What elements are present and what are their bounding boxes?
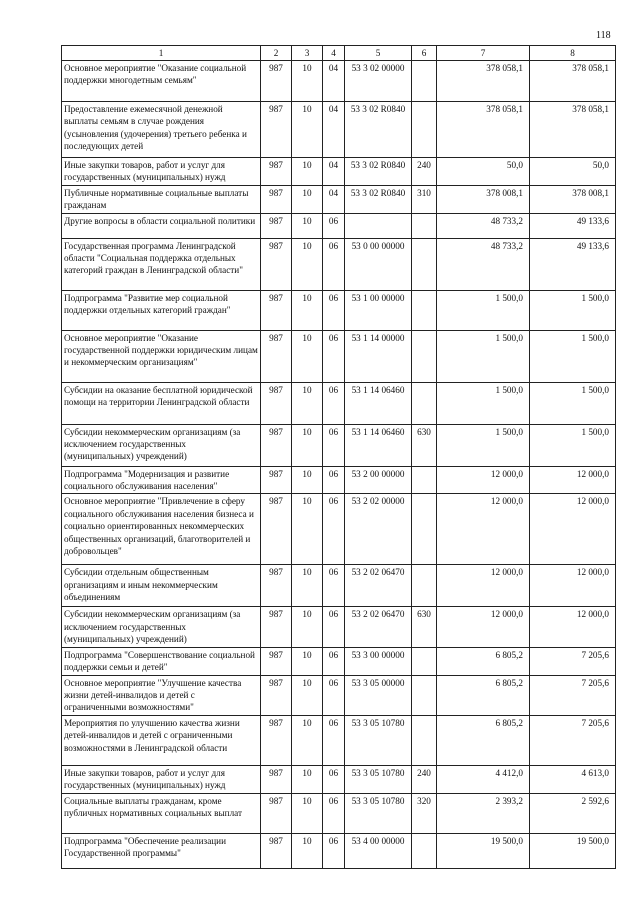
code-cell: 987 bbox=[261, 565, 292, 607]
description-cell: Субсидии на оказание бесплатной юридической помощи на территории Ленинградской области bbox=[62, 382, 261, 424]
expense-type-cell: 240 bbox=[412, 158, 437, 186]
table-row bbox=[62, 158, 616, 186]
code-cell: 987 bbox=[261, 382, 292, 424]
column-header: 8 bbox=[530, 46, 616, 61]
section-cell: 10 bbox=[292, 382, 323, 424]
table-row bbox=[62, 466, 616, 494]
section-cell: 10 bbox=[292, 494, 323, 565]
subsection-cell: 06 bbox=[323, 715, 345, 765]
amount-year2-cell: 49 133,6 bbox=[530, 238, 616, 290]
table-row bbox=[62, 213, 616, 238]
table-row bbox=[62, 102, 616, 158]
amount-year2-cell: 7 205,6 bbox=[530, 715, 616, 765]
expense-type-cell: 630 bbox=[412, 424, 437, 466]
subsection-cell: 06 bbox=[323, 330, 345, 382]
section-cell: 10 bbox=[292, 647, 323, 675]
amount-year1-cell: 48 733,2 bbox=[437, 213, 530, 238]
target-article-cell: 53 2 02 06470 bbox=[345, 565, 412, 607]
target-article-cell: 53 2 02 00000 bbox=[345, 494, 412, 565]
description-cell: Субсидии отдельным общественным организациям и иным некоммерческим объединениям bbox=[62, 565, 261, 607]
amount-year2-cell: 12 000,0 bbox=[530, 494, 616, 565]
description-cell: Социальные выплаты гражданам, кроме публичных нормативных социальных выплат bbox=[62, 793, 261, 833]
section-cell: 10 bbox=[292, 607, 323, 647]
column-header: 4 bbox=[323, 46, 345, 61]
section-cell: 10 bbox=[292, 565, 323, 607]
column-header: 5 bbox=[345, 46, 412, 61]
description-cell: Основное мероприятие "Привлечение в сферу социального обслуживания населения бизнеса и социально ориентированных некоммерческих общественных организаций, благотворителей и добровольцев" bbox=[62, 494, 261, 565]
code-cell: 987 bbox=[261, 647, 292, 675]
target-article-cell: 53 3 02 R0840 bbox=[345, 185, 412, 213]
table-row bbox=[62, 647, 616, 675]
code-cell: 987 bbox=[261, 290, 292, 330]
amount-year1-cell: 378 058,1 bbox=[437, 61, 530, 102]
section-cell: 10 bbox=[292, 330, 323, 382]
target-article-cell: 53 3 05 00000 bbox=[345, 675, 412, 715]
target-article-cell: 53 4 00 00000 bbox=[345, 833, 412, 868]
subsection-cell: 06 bbox=[323, 238, 345, 290]
amount-year2-cell: 378 008,1 bbox=[530, 185, 616, 213]
section-cell: 10 bbox=[292, 238, 323, 290]
amount-year2-cell: 12 000,0 bbox=[530, 466, 616, 494]
subsection-cell: 06 bbox=[323, 290, 345, 330]
description-cell: Публичные нормативные социальные выплаты гражданам bbox=[62, 185, 261, 213]
description-cell: Другие вопросы в области социальной политики bbox=[62, 213, 261, 238]
budget-table bbox=[61, 45, 616, 869]
table-row bbox=[62, 833, 616, 868]
table-row bbox=[62, 238, 616, 290]
section-cell: 10 bbox=[292, 185, 323, 213]
subsection-cell: 06 bbox=[323, 466, 345, 494]
section-cell: 10 bbox=[292, 102, 323, 158]
amount-year1-cell: 1 500,0 bbox=[437, 424, 530, 466]
section-cell: 10 bbox=[292, 61, 323, 102]
table-row bbox=[62, 793, 616, 833]
expense-type-cell bbox=[412, 466, 437, 494]
expense-type-cell: 240 bbox=[412, 765, 437, 793]
subsection-cell: 06 bbox=[323, 675, 345, 715]
amount-year2-cell: 7 205,6 bbox=[530, 647, 616, 675]
section-cell: 10 bbox=[292, 424, 323, 466]
section-cell: 10 bbox=[292, 675, 323, 715]
target-article-cell: 53 1 14 06460 bbox=[345, 424, 412, 466]
section-cell: 10 bbox=[292, 833, 323, 868]
amount-year1-cell: 4 412,0 bbox=[437, 765, 530, 793]
expense-type-cell bbox=[412, 330, 437, 382]
expense-type-cell bbox=[412, 102, 437, 158]
description-cell: Предоставление ежемесячной денежной выплаты семьям в случае рождения (усыновления (удочерения) третьего ребенка и последующих детей bbox=[62, 102, 261, 158]
amount-year1-cell: 6 805,2 bbox=[437, 647, 530, 675]
target-article-cell: 53 1 14 06460 bbox=[345, 382, 412, 424]
amount-year1-cell: 19 500,0 bbox=[437, 833, 530, 868]
table-row bbox=[62, 494, 616, 565]
amount-year1-cell: 2 393,2 bbox=[437, 793, 530, 833]
subsection-cell: 04 bbox=[323, 185, 345, 213]
code-cell: 987 bbox=[261, 330, 292, 382]
subsection-cell: 06 bbox=[323, 833, 345, 868]
target-article-cell bbox=[345, 213, 412, 238]
description-cell: Иные закупки товаров, работ и услуг для государственных (муниципальных) нужд bbox=[62, 765, 261, 793]
expense-type-cell: 630 bbox=[412, 607, 437, 647]
subsection-cell: 06 bbox=[323, 213, 345, 238]
column-header: 1 bbox=[62, 46, 261, 61]
amount-year2-cell: 1 500,0 bbox=[530, 290, 616, 330]
expense-type-cell bbox=[412, 715, 437, 765]
description-cell: Мероприятия по улучшению качества жизни детей-инвалидов и детей с ограниченными возможностями в Ленинградской области bbox=[62, 715, 261, 765]
description-cell: Подпрограмма "Обеспечение реализации Государственной программы" bbox=[62, 833, 261, 868]
amount-year1-cell: 1 500,0 bbox=[437, 330, 530, 382]
amount-year1-cell: 378 008,1 bbox=[437, 185, 530, 213]
section-cell: 10 bbox=[292, 290, 323, 330]
section-cell: 10 bbox=[292, 213, 323, 238]
expense-type-cell bbox=[412, 494, 437, 565]
section-cell: 10 bbox=[292, 765, 323, 793]
amount-year1-cell: 378 058,1 bbox=[437, 102, 530, 158]
subsection-cell: 04 bbox=[323, 61, 345, 102]
subsection-cell: 06 bbox=[323, 765, 345, 793]
target-article-cell: 53 3 05 10780 bbox=[345, 765, 412, 793]
target-article-cell: 53 3 02 R0840 bbox=[345, 102, 412, 158]
amount-year2-cell: 50,0 bbox=[530, 158, 616, 186]
table-row bbox=[62, 290, 616, 330]
expense-type-cell: 320 bbox=[412, 793, 437, 833]
expense-type-cell: 310 bbox=[412, 185, 437, 213]
code-cell: 987 bbox=[261, 61, 292, 102]
subsection-cell: 06 bbox=[323, 382, 345, 424]
target-article-cell: 53 3 05 10780 bbox=[345, 715, 412, 765]
code-cell: 987 bbox=[261, 466, 292, 494]
amount-year2-cell: 378 058,1 bbox=[530, 61, 616, 102]
amount-year1-cell: 50,0 bbox=[437, 158, 530, 186]
expense-type-cell bbox=[412, 290, 437, 330]
description-cell: Подпрограмма "Развитие мер социальной поддержки отдельных категорий граждан" bbox=[62, 290, 261, 330]
section-cell: 10 bbox=[292, 793, 323, 833]
amount-year2-cell: 2 592,6 bbox=[530, 793, 616, 833]
amount-year2-cell: 12 000,0 bbox=[530, 565, 616, 607]
description-cell: Подпрограмма "Модернизация и развитие социального обслуживания населения" bbox=[62, 466, 261, 494]
amount-year1-cell: 12 000,0 bbox=[437, 607, 530, 647]
subsection-cell: 06 bbox=[323, 565, 345, 607]
amount-year1-cell: 6 805,2 bbox=[437, 675, 530, 715]
amount-year2-cell: 12 000,0 bbox=[530, 607, 616, 647]
amount-year1-cell: 48 733,2 bbox=[437, 238, 530, 290]
code-cell: 987 bbox=[261, 765, 292, 793]
code-cell: 987 bbox=[261, 238, 292, 290]
description-cell: Основное мероприятие "Оказание государственной поддержки юридическим лицам и некоммерческим организациям" bbox=[62, 330, 261, 382]
amount-year1-cell: 1 500,0 bbox=[437, 290, 530, 330]
target-article-cell: 53 2 00 00000 bbox=[345, 466, 412, 494]
subsection-cell: 06 bbox=[323, 494, 345, 565]
header-row bbox=[62, 46, 616, 61]
description-cell: Субсидии некоммерческим организациям (за исключением государственных (муниципальных) учреждений) bbox=[62, 607, 261, 647]
table-row bbox=[62, 765, 616, 793]
code-cell: 987 bbox=[261, 213, 292, 238]
column-header: 3 bbox=[292, 46, 323, 61]
table-row bbox=[62, 330, 616, 382]
code-cell: 987 bbox=[261, 607, 292, 647]
expense-type-cell bbox=[412, 647, 437, 675]
table-row bbox=[62, 185, 616, 213]
table-row bbox=[62, 424, 616, 466]
subsection-cell: 06 bbox=[323, 793, 345, 833]
table-row bbox=[62, 675, 616, 715]
amount-year1-cell: 12 000,0 bbox=[437, 565, 530, 607]
description-cell: Подпрограмма "Совершенствование социальной поддержки семьи и детей" bbox=[62, 647, 261, 675]
code-cell: 987 bbox=[261, 793, 292, 833]
code-cell: 987 bbox=[261, 424, 292, 466]
amount-year2-cell: 19 500,0 bbox=[530, 833, 616, 868]
amount-year2-cell: 49 133,6 bbox=[530, 213, 616, 238]
code-cell: 987 bbox=[261, 833, 292, 868]
amount-year1-cell: 12 000,0 bbox=[437, 466, 530, 494]
subsection-cell: 06 bbox=[323, 647, 345, 675]
column-header: 7 bbox=[437, 46, 530, 61]
subsection-cell: 04 bbox=[323, 102, 345, 158]
description-cell: Государственная программа Ленинградской области "Социальная поддержка отдельных категорий граждан в Ленинградской области" bbox=[62, 238, 261, 290]
amount-year1-cell: 12 000,0 bbox=[437, 494, 530, 565]
code-cell: 987 bbox=[261, 494, 292, 565]
table-row bbox=[62, 715, 616, 765]
section-cell: 10 bbox=[292, 158, 323, 186]
amount-year2-cell: 1 500,0 bbox=[530, 330, 616, 382]
amount-year2-cell: 4 613,0 bbox=[530, 765, 616, 793]
table-row bbox=[62, 61, 616, 102]
page-number: 118 bbox=[596, 30, 611, 41]
amount-year2-cell: 1 500,0 bbox=[530, 382, 616, 424]
code-cell: 987 bbox=[261, 185, 292, 213]
expense-type-cell bbox=[412, 833, 437, 868]
amount-year2-cell: 378 058,1 bbox=[530, 102, 616, 158]
amount-year1-cell: 6 805,2 bbox=[437, 715, 530, 765]
code-cell: 987 bbox=[261, 158, 292, 186]
subsection-cell: 06 bbox=[323, 607, 345, 647]
expense-type-cell bbox=[412, 213, 437, 238]
section-cell: 10 bbox=[292, 715, 323, 765]
subsection-cell: 04 bbox=[323, 158, 345, 186]
section-cell: 10 bbox=[292, 466, 323, 494]
table-row bbox=[62, 565, 616, 607]
description-cell: Иные закупки товаров, работ и услуг для государственных (муниципальных) нужд bbox=[62, 158, 261, 186]
target-article-cell: 53 3 02 R0840 bbox=[345, 158, 412, 186]
target-article-cell: 53 3 02 00000 bbox=[345, 61, 412, 102]
column-header: 2 bbox=[261, 46, 292, 61]
amount-year2-cell: 7 205,6 bbox=[530, 675, 616, 715]
description-cell: Субсидии некоммерческим организациям (за исключением государственных (муниципальных) учреждений) bbox=[62, 424, 261, 466]
target-article-cell: 53 1 00 00000 bbox=[345, 290, 412, 330]
target-article-cell: 53 0 00 00000 bbox=[345, 238, 412, 290]
amount-year2-cell: 1 500,0 bbox=[530, 424, 616, 466]
description-cell: Основное мероприятие "Оказание социальной поддержки многодетным семьям" bbox=[62, 61, 261, 102]
expense-type-cell bbox=[412, 382, 437, 424]
code-cell: 987 bbox=[261, 715, 292, 765]
target-article-cell: 53 1 14 00000 bbox=[345, 330, 412, 382]
amount-year1-cell: 1 500,0 bbox=[437, 382, 530, 424]
column-header: 6 bbox=[412, 46, 437, 61]
expense-type-cell bbox=[412, 565, 437, 607]
expense-type-cell bbox=[412, 238, 437, 290]
target-article-cell: 53 3 05 10780 bbox=[345, 793, 412, 833]
target-article-cell: 53 2 02 06470 bbox=[345, 607, 412, 647]
target-article-cell: 53 3 00 00000 bbox=[345, 647, 412, 675]
subsection-cell: 06 bbox=[323, 424, 345, 466]
table-row bbox=[62, 607, 616, 647]
description-cell: Основное мероприятие "Улучшение качества жизни детей-инвалидов и детей с ограниченными возможностями" bbox=[62, 675, 261, 715]
code-cell: 987 bbox=[261, 675, 292, 715]
expense-type-cell bbox=[412, 675, 437, 715]
expense-type-cell bbox=[412, 61, 437, 102]
code-cell: 987 bbox=[261, 102, 292, 158]
table-row bbox=[62, 382, 616, 424]
